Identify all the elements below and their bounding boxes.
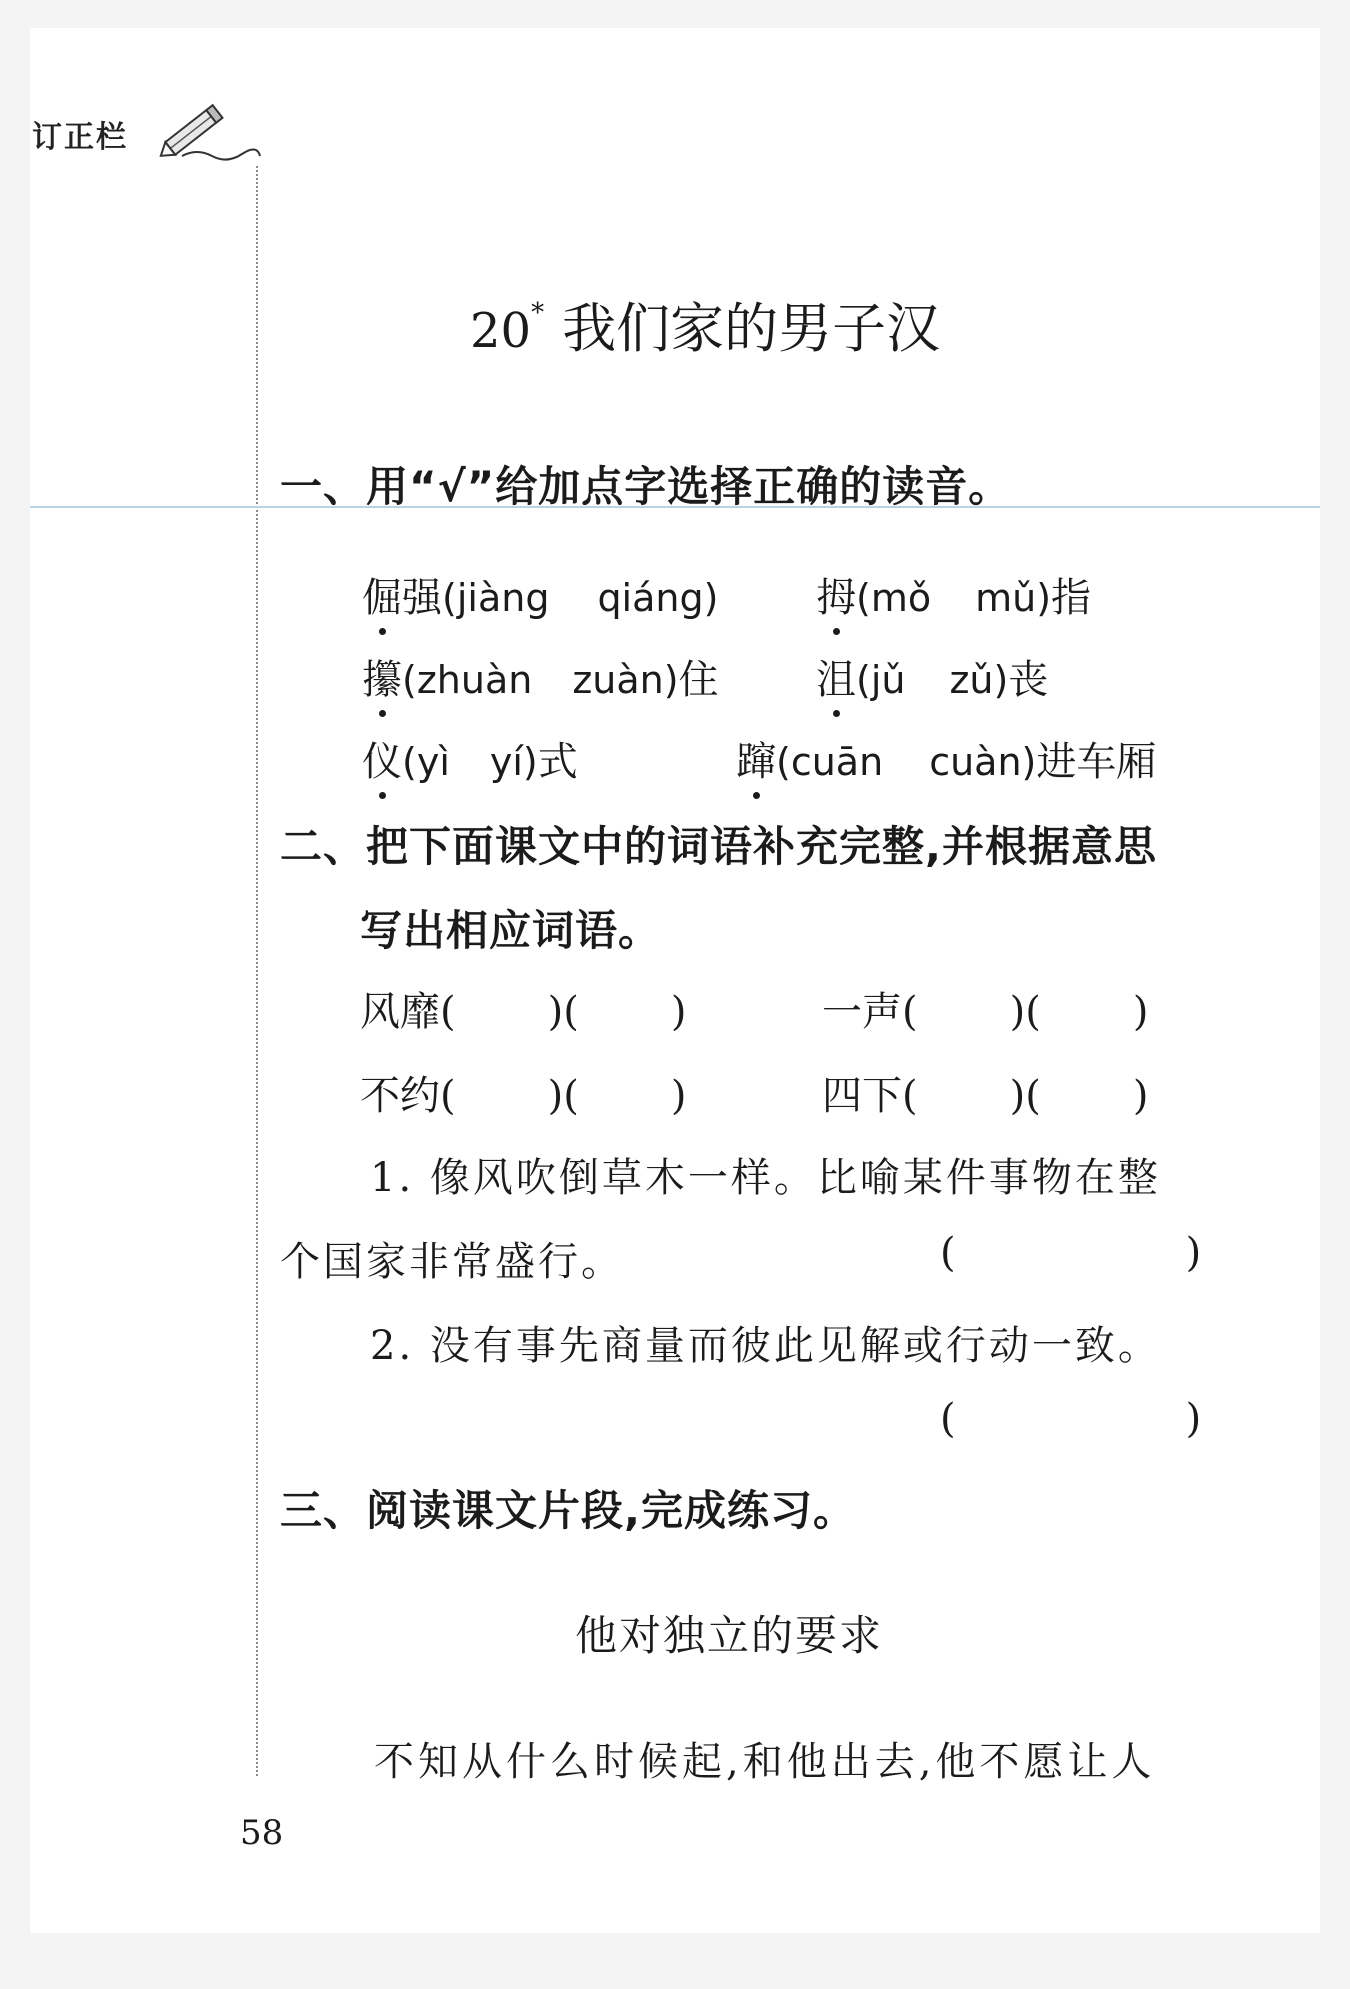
dotted-char: 倔	[362, 575, 402, 621]
passage-text: 不知从什么时候起,和他出去,他不愿让人	[374, 1739, 1156, 1785]
dotted-char: 仪	[362, 739, 402, 785]
section2-heading-line1: 二、把下面课文中的词语补充完整,并根据意思	[280, 822, 1157, 871]
dotted-char: 攥	[362, 657, 402, 703]
page-number: 58	[240, 1813, 284, 1853]
dotted-char: 蹿	[736, 739, 776, 785]
lesson-number: 20	[470, 303, 532, 359]
section2-heading-line2: 写出相应词语。	[360, 906, 662, 955]
answer-2: ( )	[940, 1396, 1202, 1442]
option-2[interactable]: zǔ	[949, 658, 994, 702]
option-1[interactable]: jǔ	[870, 658, 906, 702]
pinyin-item-2: 拇(mǒ mǔ)指	[816, 575, 1092, 621]
margin-dotted-rule	[256, 166, 258, 1776]
definition-2-line1: 2. 没有事先商量而彼此见解或行动一致。	[370, 1323, 1161, 1369]
idiom-fill-4: 四下( )( )	[822, 1073, 1149, 1119]
answer-1: ( )	[940, 1230, 1202, 1276]
option-2[interactable]: cuàn	[929, 740, 1022, 784]
option-1[interactable]: cuān	[790, 740, 884, 784]
option-2[interactable]: yí	[489, 740, 523, 784]
option-1[interactable]: jiàng	[456, 576, 550, 620]
passage-title: 他对独立的要求	[575, 1611, 884, 1660]
workbook-page	[30, 28, 1320, 1933]
pinyin-item-6: 蹿(cuān cuàn)进车厢	[736, 739, 1157, 785]
pinyin-item-1: 倔强(jiàng qiáng)	[362, 575, 719, 621]
idiom-fill-1: 风靡( )( )	[360, 989, 687, 1035]
definition-1-line1: 1. 像风吹倒草木一样。比喻某件事物在整	[370, 1155, 1161, 1201]
correction-column-label: 订正栏	[32, 120, 128, 155]
pinyin-item-5: 仪(yì yí)式	[362, 739, 578, 785]
option-2[interactable]: qiáng	[597, 576, 704, 620]
option-2[interactable]: zuàn	[572, 658, 664, 702]
idiom-fill-3: 不约( )( )	[360, 1073, 687, 1119]
idiom-fill-2: 一声( )( )	[822, 989, 1149, 1035]
pencil-icon	[152, 94, 262, 164]
option-1[interactable]: mǒ	[870, 576, 932, 620]
option-1[interactable]: zhuàn	[416, 658, 533, 702]
definition-1-line2: 个国家非常盛行。	[280, 1239, 624, 1285]
dotted-char: 沮	[816, 657, 856, 703]
lesson-title	[470, 286, 940, 363]
pinyin-item-4: 沮(jǔ zǔ)丧	[816, 657, 1049, 703]
lesson-mark: *	[531, 298, 545, 328]
option-1[interactable]: yì	[416, 740, 450, 784]
section1-heading: 一、用“√”给加点字选择正确的读音。	[280, 462, 1012, 511]
lesson-title-text: 我们家的男子汉	[562, 297, 941, 360]
section3-heading: 三、阅读课文片段,完成练习。	[280, 1486, 856, 1535]
dotted-char: 拇	[816, 575, 856, 621]
option-2[interactable]: mǔ	[975, 576, 1037, 620]
pinyin-item-3: 攥(zhuàn zuàn)住	[362, 657, 719, 703]
